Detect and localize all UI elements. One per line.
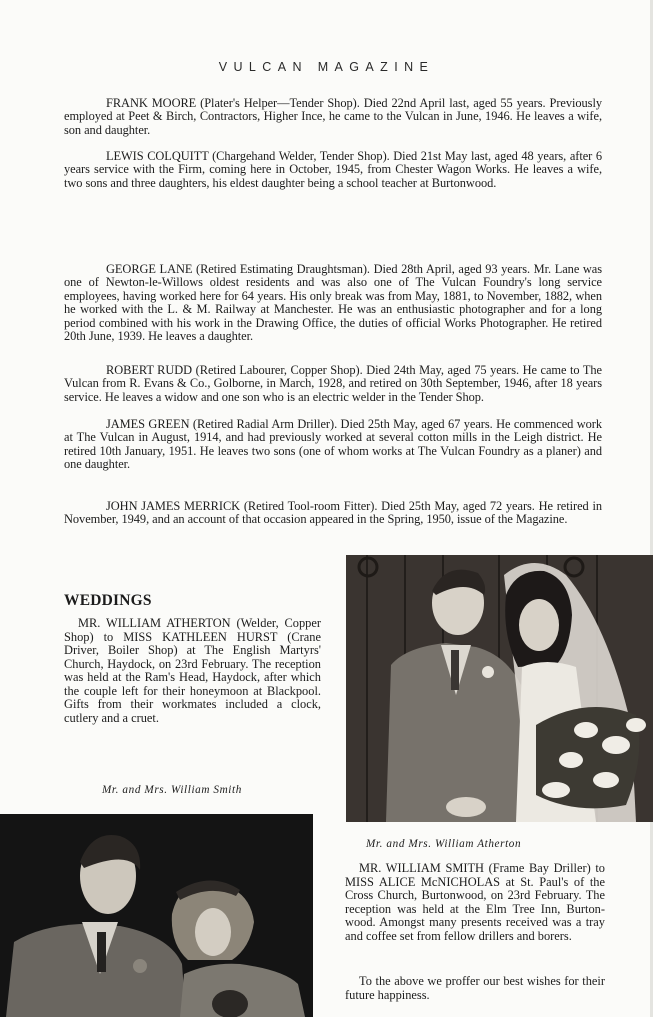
wedding-smith-mcnicholas: MR. WILLIAM SMITH (Frame Bay Driller) to MISS ALICE McNICHOLAS at St. Paul's of the Cross Church, Burtonwood, on 23rd February. The reception was held at the Elm Tree Inn, Burtonwood. Amongst many presents received was a tray and coffee set from fellow drillers and borers. bbox=[345, 861, 605, 943]
photo-atherton-wedding bbox=[346, 555, 653, 822]
closing-wishes: To the above we proffer our best wishes for their future happiness. bbox=[345, 974, 605, 1002]
wedding-photo-image bbox=[0, 814, 313, 1017]
photo-smith-wedding bbox=[0, 814, 313, 1017]
wedding-atherton-hurst: MR. WILLIAM ATHERTON (Welder, Copper Shop) to MISS KATHLEEN HURST (Crane Driver, Boiler Shop) at The English Martyrs' Church, Haydock, on 23rd February. The reception was held at the Ram's Head, Haydock, after which the couple left for their honeymoon at Blackpool. Gifts from their workmates included a clock, cutlery and a cruet. bbox=[64, 616, 321, 725]
weddings-heading: WEDDINGS bbox=[64, 592, 152, 609]
obituary-robert-rudd: ROBERT RUDD (Retired Labourer, Copper Shop). Died 24th May, aged 75 years. He came to The Vulcan from R. Evans & Co., Golborne, in March, 1928, and retired on 30th September, 1946, after 18 years service. He leaves a widow and one son who is an electric welder in the Tender Shop. bbox=[64, 363, 602, 404]
bouquet bbox=[536, 707, 646, 808]
obituary-frank-moore: FRANK MOORE (Plater's Helper—Tender Shop). Died 22nd April last, aged 55 years. Previously employed at Peet & Birch, Contractors, Higher Ince, he came to the Vulcan in June, 1946. He leaves a wife, son and daughter. bbox=[64, 96, 602, 137]
wedding-photo-image bbox=[346, 555, 653, 822]
running-head: VULCAN MAGAZINE bbox=[218, 60, 435, 74]
obituary-john-james-merrick: JOHN JAMES MERRICK (Retired Tool-room Fitter). Died 25th May, aged 72 years. He retired in November, 1949, and an account of that occasion appeared in the Spring, 1950, issue of the Magazine. bbox=[64, 499, 602, 527]
obituary-george-lane: GEORGE LANE (Retired Estimating Draughtsman). Died 28th April, aged 93 years. Mr. Lane was one of Newton-le-Willows oldest residents and was also one of The Vulcan Foundry's long service employees, having worked here for 64 years. His only break was from May, 1881, to November, 1882, when he worked with the L. & M. Railway at Manchester. He was an enthusiastic photographer and for a long period combined with his work in the Drawing Office, the duties of official Works Photographer. He retired 20th June, 1939. He leaves a daughter. bbox=[64, 262, 602, 344]
obituary-lewis-colquitt: LEWIS COLQUITT (Chargehand Welder, Tender Shop). Died 21st May last, aged 48 years, after 6 years service with the Firm, coming here in October, 1945, from Chester Wagon Works. He leaves a wife, two sons and three daughters, his eldest daughter being a school teacher at Burtonwood. bbox=[64, 149, 602, 190]
photo-caption-smith: Mr. and Mrs. William Smith bbox=[102, 784, 242, 796]
obituary-james-green: JAMES GREEN (Retired Radial Arm Driller). Died 25th May, aged 67 years. He commenced work at The Vulcan in August, 1914, and had previously worked at several cotton mills in the Leigh district. He retired 10th January, 1951. He leaves two sons (one of whom works at The Vulcan Foundry as a planer) and one daughter. bbox=[64, 417, 602, 472]
photo-caption-atherton: Mr. and Mrs. William Atherton bbox=[366, 838, 522, 850]
